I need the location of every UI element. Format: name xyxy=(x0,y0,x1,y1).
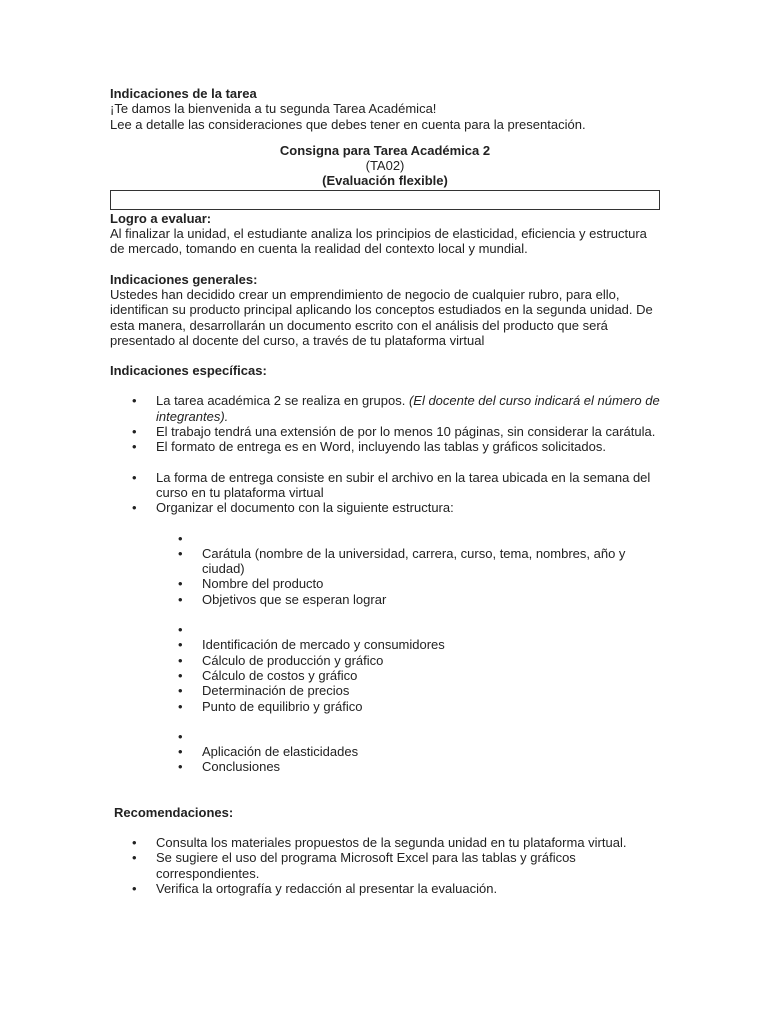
task-title: Indicaciones de la tarea xyxy=(110,86,257,101)
list-item: • Determinación de precios xyxy=(110,683,660,698)
list-item: • Cálculo de costos y gráfico xyxy=(110,668,660,683)
especificas-list-2 xyxy=(110,470,660,516)
logro-title: Logro a evaluar: xyxy=(110,210,212,226)
especificas-title: Indicaciones específicas: xyxy=(110,363,267,379)
intro-text: Lee a detalle las consideraciones que debes tener en cuenta para la presentación. xyxy=(110,116,586,132)
list-item: • El formato de entrega es en Word, incluyendo las tablas y gráficos solicitados. xyxy=(110,439,660,454)
list-item: • Cálculo de producción y gráfico xyxy=(110,653,660,668)
list-item: • Punto de equilibrio y gráfico xyxy=(110,699,660,714)
list-item: • La forma de entrega consiste en subir el archivo en la tarea ubicada en la semana del curso en tu plataforma virtual xyxy=(110,470,660,501)
list-item xyxy=(110,729,660,744)
list-item: • El trabajo tendrá una extensión de por lo menos 10 páginas, sin considerar la carátula. xyxy=(110,424,660,439)
list-item: • Consulta los materiales propuestos de la segunda unidad en tu plataforma virtual. xyxy=(110,835,660,850)
list-item: • La tarea académica 2 se realiza en grupos. (El docente del curso indicará el número de integrantes). xyxy=(110,393,660,424)
structure-list-c xyxy=(110,729,660,775)
structure-list-b xyxy=(110,622,660,714)
list-item xyxy=(110,622,660,637)
list-item: • Carátula (nombre de la universidad, carrera, curso, tema, nombres, año y ciudad) xyxy=(110,546,660,577)
document-page xyxy=(110,86,660,896)
especificas-list-1 xyxy=(110,393,660,454)
list-item: • Nombre del producto xyxy=(110,576,660,591)
recomendaciones-list xyxy=(110,835,660,896)
list-item: • Identificación de mercado y consumidores xyxy=(110,637,660,652)
consigna-type: (Evaluación flexible) xyxy=(322,173,448,189)
empty-box xyxy=(110,190,660,210)
generales-title: Indicaciones generales: xyxy=(110,271,258,287)
structure-list-a xyxy=(110,531,660,607)
consigna-title: Consigna para Tarea Académica 2 xyxy=(279,142,491,158)
list-item: • Objetivos que se esperan lograr xyxy=(110,592,660,607)
logro-text: Al finalizar la unidad, el estudiante analiza los principios de elasticidad, eficiencia y estructura de mercado, tomando en cuenta la realidad del contexto local y mundial. xyxy=(110,226,647,257)
consigna-code: (TA02) xyxy=(365,158,405,174)
list-item: • Conclusiones xyxy=(110,759,660,774)
welcome-text: ¡Te damos la bienvenida a tu segunda Tarea Académica! xyxy=(110,101,437,117)
recomendaciones-title: Recomendaciones: xyxy=(114,804,234,820)
list-item: • Organizar el documento con la siguiente estructura: xyxy=(110,500,660,515)
list-item: • Se sugiere el uso del programa Microsoft Excel para las tablas y gráficos correspondientes. xyxy=(110,850,660,881)
list-item xyxy=(110,531,660,546)
generales-text: Ustedes han decidido crear un emprendimiento de negocio de cualquier rubro, para ello, identifican su producto principal aplicando los conceptos estudiados en la segunda unidad. De esta manera, desarrollarán un documento escrito con el análisis del producto que será presentado al docente del curso, a través de tu plataforma virtual xyxy=(110,286,653,348)
list-item: • Verifica la ortografía y redacción al presentar la evaluación. xyxy=(110,881,660,896)
list-item: • Aplicación de elasticidades xyxy=(110,744,660,759)
